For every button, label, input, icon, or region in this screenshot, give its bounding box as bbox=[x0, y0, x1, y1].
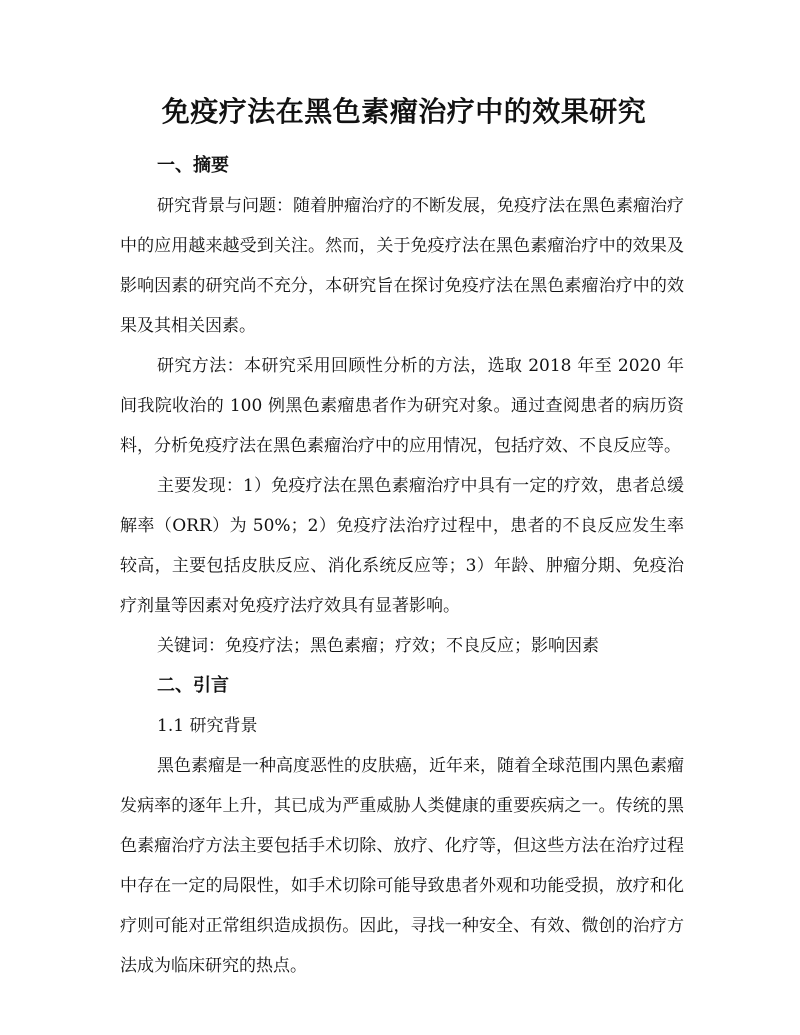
section-heading-abstract: 一、摘要 bbox=[157, 155, 229, 176]
abstract-findings-paragraph: 主要发现：1）免疫疗法在黑色素瘤治疗中具有一定的疗效，患者总缓解率（ORR）为 50%；2）免疫疗法治疗过程中，患者的不良反应发生率较高，主要包括皮肤反应、消化系统反应等；3）年龄、肿瘤分期、免疫治疗剂量等因素对免疫疗法疗效具有显著影响。 bbox=[120, 476, 684, 616]
keywords-paragraph: 关键词：免疫疗法；黑色素瘤；疗效；不良反应；影响因素 bbox=[157, 636, 599, 656]
abstract-background-paragraph: 研究背景与问题：随着肿瘤治疗的不断发展，免疫疗法在黑色素瘤治疗中的应用越来越受到关注。然而，关于免疫疗法在黑色素瘤治疗中的效果及影响因素的研究尚不充分，本研究旨在探讨免疫疗法在黑色素瘤治疗中的效果及其相关因素。 bbox=[120, 196, 684, 336]
subsection-heading-background: 1.1 研究背景 bbox=[157, 716, 258, 736]
document-title: 免疫疗法在黑色素瘤治疗中的效果研究 bbox=[161, 95, 647, 128]
section-heading-introduction: 二、引言 bbox=[157, 675, 229, 696]
abstract-methods-paragraph: 研究方法：本研究采用回顾性分析的方法，选取 2018 年至 2020 年间我院收治的 100 例黑色素瘤患者作为研究对象。通过查阅患者的病历资料，分析免疫疗法在黑色素瘤治疗中的应用情况，包括疗效、不良反应等。 bbox=[120, 356, 684, 456]
introduction-paragraph: 黑色素瘤是一种高度恶性的皮肤癌，近年来，随着全球范围内黑色素瘤发病率的逐年上升，其已成为严重威胁人类健康的重要疾病之一。传统的黑色素瘤治疗方法主要包括手术切除、放疗、化疗等，但这些方法在治疗过程中存在一定的局限性，如手术切除可能导致患者外观和功能受损，放疗和化疗则可能对正常组织造成损伤。因此，寻找一种安全、有效、微创的治疗方法成为临床研究的热点。 bbox=[120, 756, 684, 976]
